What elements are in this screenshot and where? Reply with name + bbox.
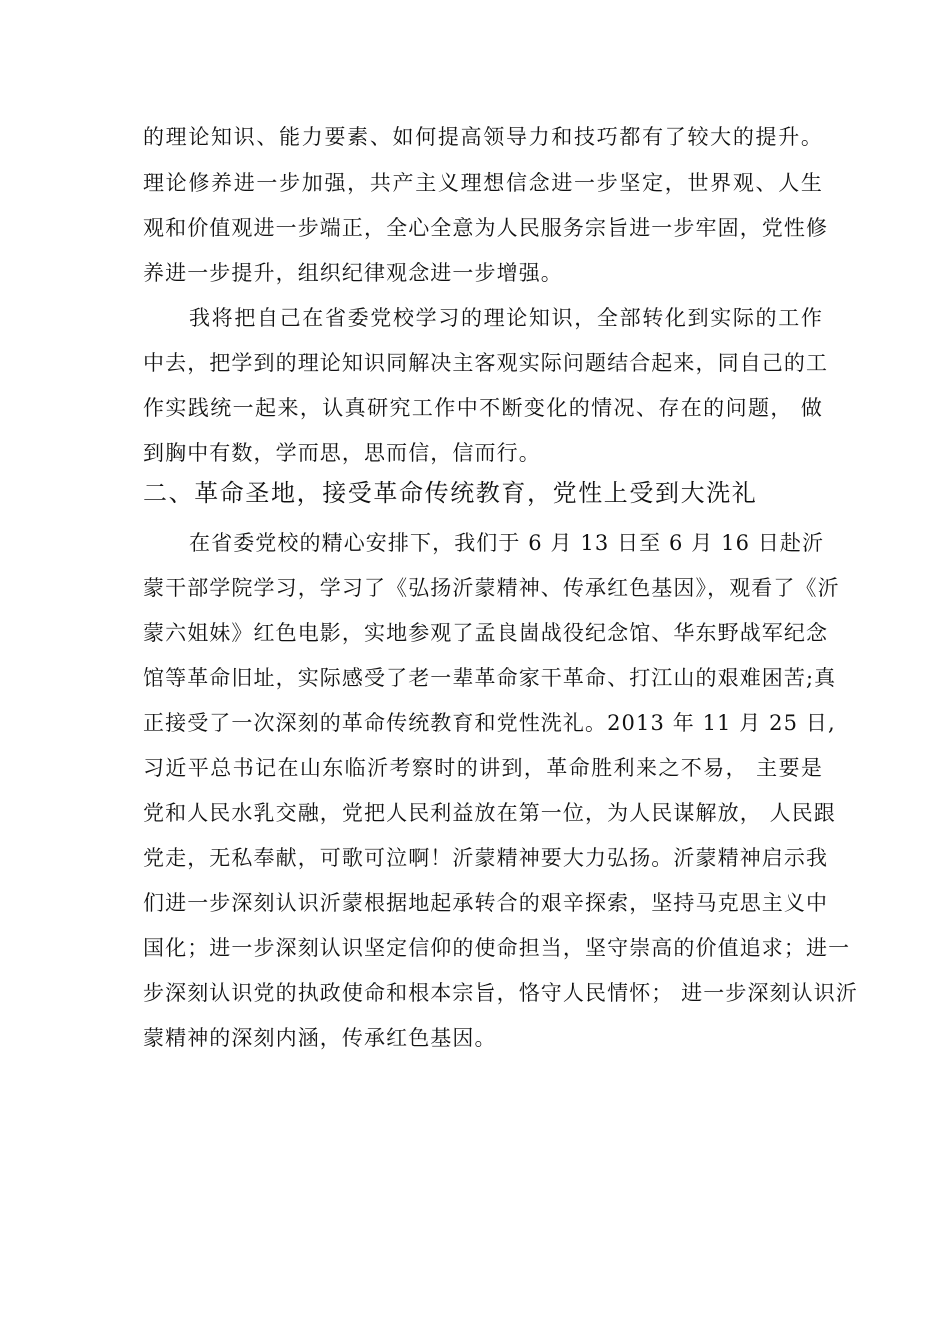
paragraph-line: 的理论知识、能力要素、如何提高领导力和技巧都有了较大的提升。 xyxy=(143,125,823,149)
paragraph-line: 蒙精神的深刻内涵，传承红色基因。 xyxy=(143,1026,497,1050)
paragraph-line: 到胸中有数，学而思，思而信，信而行。 xyxy=(143,441,541,465)
paragraph-line: 正接受了一次深刻的革命传统教育和党性洗礼。2013 年 11 月 25 日, xyxy=(143,711,836,735)
section-heading: 二、革命圣地，接受革命传统教育，党性上受到大洗礼 xyxy=(143,479,758,507)
paragraph-line: 我将把自己在省委党校学习的理论知识，全部转化到实际的工作 xyxy=(189,306,823,330)
paragraph-line: 在省委党校的精心安排下，我们于 6 月 13 日至 6 月 16 日赴沂 xyxy=(189,531,825,555)
paragraph-line: 蒙干部学院学习，学习了《弘扬沂蒙精神、传承红色基因》，观看了《沂 xyxy=(143,576,840,600)
paragraph-line: 们进一步深刻认识沂蒙根据地起承转合的艰辛探索，坚持马克思主义中 xyxy=(143,891,829,915)
paragraph-line: 理论修养进一步加强，共产主义理想信念进一步坚定，世界观、人生 xyxy=(143,171,823,195)
paragraph-line: 国化；进一步深刻认识坚定信仰的使命担当，坚守崇高的价值追求；进一 xyxy=(143,936,851,960)
paragraph-line: 步深刻认识党的执政使命和根本宗旨，恪守人民情怀； 进一步深刻认识沂 xyxy=(143,981,858,1005)
paragraph-line: 习近平总书记在山东临沂考察时的讲到，革命胜利来之不易， 主要是 xyxy=(143,756,823,780)
paragraph-line: 中去，把学到的理论知识同解决主客观实际问题结合起来，同自己的工 xyxy=(143,351,829,375)
paragraph-line: 养进一步提升，组织纪律观念进一步增强。 xyxy=(143,261,563,285)
paragraph-line: 馆等革命旧址，实际感受了老一辈革命家干革命、打江山的艰难困苦;真 xyxy=(143,666,837,690)
paragraph-line: 党走，无私奉献，可歌可泣啊！沂蒙精神要大力弘扬。沂蒙精神启示我 xyxy=(143,846,829,870)
paragraph-line: 党和人民水乳交融，党把人民利益放在第一位，为人民谋解放， 人民跟 xyxy=(143,801,836,825)
paragraph-line: 蒙六姐妹》红色电影，实地参观了孟良崮战役纪念馆、华东野战军纪念 xyxy=(143,621,829,645)
paragraph-line: 观和价值观进一步端正，全心全意为人民服务宗旨进一步牢固，党性修 xyxy=(143,216,829,240)
paragraph-line: 作实践统一起来，认真研究工作中不断变化的情况、存在的问题， 做 xyxy=(143,396,823,420)
